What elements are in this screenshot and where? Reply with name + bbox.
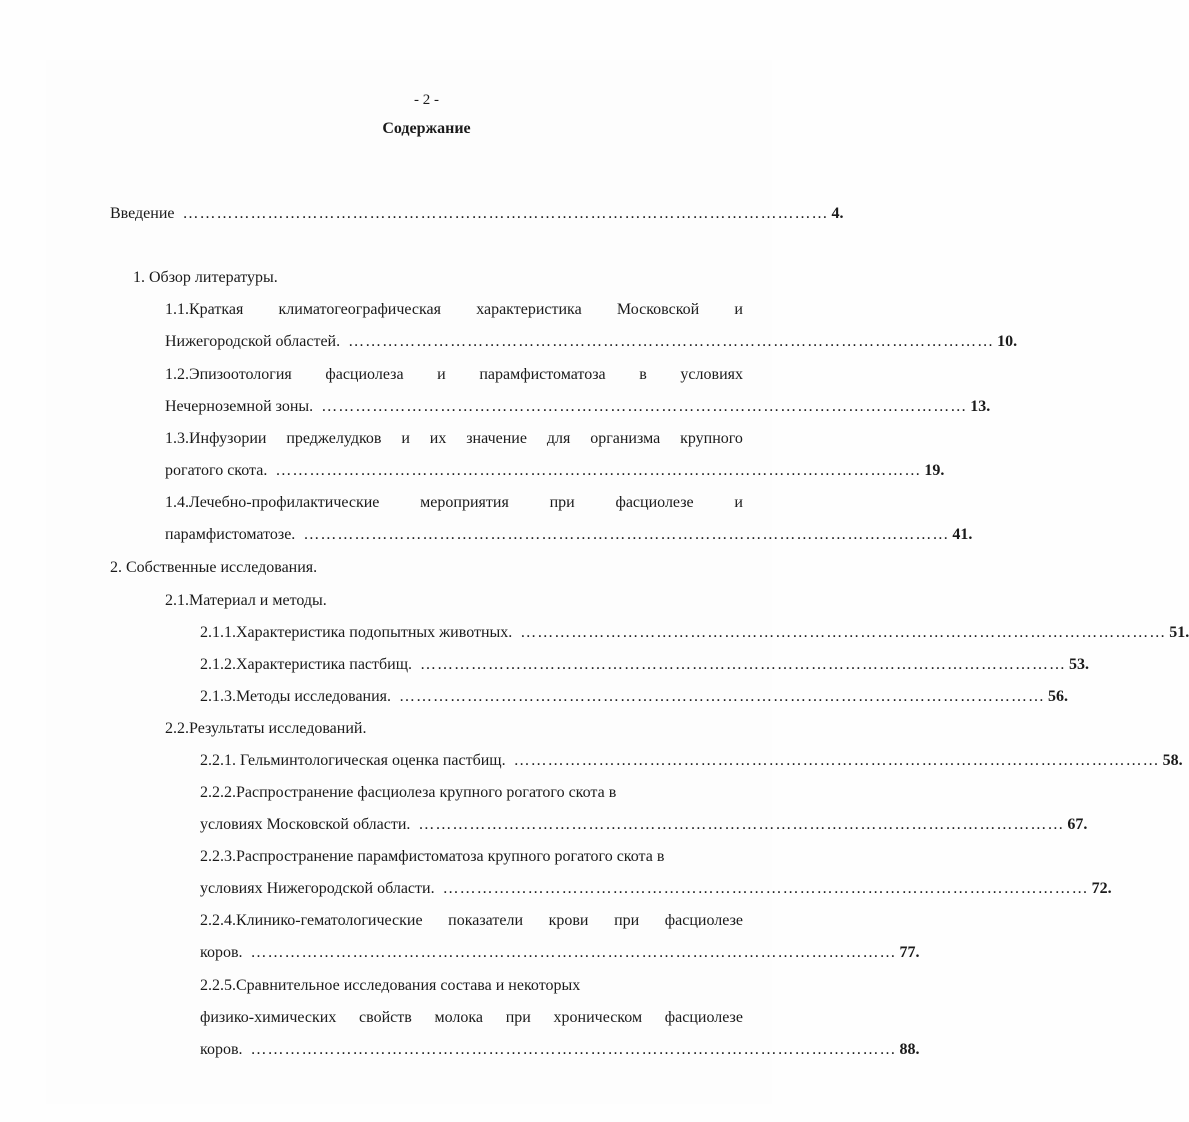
word: фасциолезе	[664, 1009, 743, 1026]
toc-page-number: 13.	[970, 398, 991, 415]
toc-entry-text: коров.	[200, 944, 243, 961]
word: свойств	[359, 1009, 412, 1026]
word: хроническом	[553, 1009, 643, 1026]
word: и	[437, 366, 446, 383]
word: 1.3.Инфузории	[165, 430, 267, 447]
toc-leader-dots: ……………………………………………………………………………………………………	[399, 688, 1046, 705]
toc-leader-dots: ……………………………………………………………………………………………………	[303, 526, 950, 543]
toc-entry-2-2-3-line1[interactable]: 2.2.3.Распространение парамфистоматоза крупного рогатого скота в	[200, 848, 665, 865]
toc-entry-1-4-line2[interactable]	[165, 524, 973, 546]
toc-leader-dots: ……………………………………………………………………………………………………	[348, 333, 995, 350]
toc-entry-2-2-4-line1[interactable]	[200, 910, 743, 932]
page-title: Содержание	[382, 120, 471, 137]
word: характеристика	[476, 301, 582, 318]
toc-entry-1-1-line2[interactable]	[165, 331, 1018, 353]
toc-page-number: 10.	[997, 333, 1018, 350]
toc-entry-2-2-2-line2[interactable]	[200, 814, 1088, 836]
word: 1.4.Лечебно-профилактические	[165, 494, 380, 511]
word: показатели	[448, 912, 523, 929]
toc-page-number: 51.	[1169, 624, 1189, 641]
toc-entry-2-2-4-line2[interactable]	[200, 942, 920, 964]
toc-entry-intro[interactable]	[110, 203, 844, 225]
toc-page-number: 77.	[899, 944, 920, 961]
word: для	[546, 430, 571, 447]
toc-page-number: 56.	[1048, 688, 1069, 705]
word: парамфистоматоза	[479, 366, 606, 383]
word: в	[639, 366, 647, 383]
word: их	[429, 430, 447, 447]
toc-entry-2-1-3[interactable]	[200, 686, 1069, 708]
toc-leader-dots: ……………………………………………………………………………………………………	[250, 944, 897, 961]
word: фасциолеза	[325, 366, 404, 383]
word: крупного	[680, 430, 743, 447]
word: преджелудков	[286, 430, 382, 447]
toc-entry-1-3-line1[interactable]	[165, 428, 743, 450]
toc-entry-text: 2.1.1.Характеристика подопытных животных.	[200, 624, 513, 641]
toc-entry-2-2-1[interactable]	[200, 750, 1183, 772]
toc-entry-text: 2.1.2.Характеристика пастбищ.	[200, 656, 413, 673]
toc-entry-text: условиях Московской области.	[200, 816, 411, 833]
word: организма	[590, 430, 661, 447]
toc-subsection-2-2-title[interactable]: 2.2.Результаты исследований.	[165, 720, 367, 737]
word: и	[734, 494, 743, 511]
word: 1.1.Краткая	[165, 301, 244, 318]
toc-page-number: 41.	[952, 526, 973, 543]
word: 2.2.4.Клинико-гематологические	[200, 912, 423, 929]
word: и	[734, 301, 743, 318]
toc-page-number: 58.	[1162, 752, 1183, 769]
toc-entry-2-1-2[interactable]	[200, 654, 1090, 676]
toc-page-number: 88.	[899, 1041, 920, 1058]
toc-entry-2-2-5-line3[interactable]	[200, 1039, 920, 1061]
toc-entry-1-1-line1[interactable]	[165, 299, 743, 321]
toc-entry-text: коров.	[200, 1041, 243, 1058]
toc-entry-2-2-2-line1[interactable]: 2.2.2.Распространение фасциолеза крупного рогатого скота в	[200, 784, 617, 801]
toc-entry-text: рогатого скота.	[165, 462, 268, 479]
toc-subsection-2-1-title[interactable]: 2.1.Материал и методы.	[165, 592, 327, 609]
toc-leader-dots: ……………………………………………………………………………………………………	[182, 205, 829, 222]
toc-leader-dots: ……………………………………………………………………………………………………	[250, 1041, 897, 1058]
word: 1.2.Эпизоотология	[165, 366, 292, 383]
word: физико-химических	[200, 1009, 337, 1026]
toc-section-1-title[interactable]: 1. Обзор литературы.	[133, 269, 278, 286]
toc-entry-text: условиях Нижегородской области.	[200, 880, 435, 897]
word: значение	[466, 430, 527, 447]
toc-leader-dots: ……………………………………………………………………………………………………	[321, 398, 968, 415]
word: условиях	[680, 366, 743, 383]
toc-page-number: 53.	[1069, 656, 1090, 673]
word: климатогеографическая	[278, 301, 442, 318]
toc-entry-text: Нечерноземной зоны.	[165, 398, 314, 415]
toc-entry-text: Нижегородской областей.	[165, 333, 341, 350]
word: при	[614, 912, 640, 929]
toc-entry-text: 2.1.3.Методы исследования.	[200, 688, 392, 705]
toc-entry-text: Введение	[110, 205, 175, 222]
toc-entry-1-2-line2[interactable]	[165, 396, 991, 418]
toc-entry-text: парамфистоматозе.	[165, 526, 296, 543]
word: молока	[434, 1009, 484, 1026]
toc-entry-text: 2.2.1. Гельминтологическая оценка пастбищ.	[200, 752, 506, 769]
word: мероприятия	[420, 494, 509, 511]
toc-page-number: 67.	[1067, 816, 1088, 833]
toc-entry-1-2-line1[interactable]	[165, 364, 743, 386]
toc-section-2-title[interactable]: 2. Собственные исследования.	[110, 559, 318, 576]
toc-leader-dots: ……………………………………………………………………………………………………	[520, 624, 1167, 641]
toc-entry-1-3-line2[interactable]	[165, 460, 945, 482]
toc-entry-2-2-5-line2[interactable]	[200, 1007, 743, 1029]
toc-leader-dots: ……………………………………………………………………………………………………	[418, 816, 1065, 833]
toc-page-number: 4.	[831, 205, 844, 222]
page-number: - 2 -	[414, 92, 439, 108]
word: фасциолезе	[615, 494, 694, 511]
toc-leader-dots: ……………………………………………………………………………………………………	[513, 752, 1160, 769]
word: крови	[548, 912, 589, 929]
word: Московской	[616, 301, 700, 318]
word: и	[401, 430, 410, 447]
word: при	[505, 1009, 531, 1026]
toc-entry-2-2-5-line1[interactable]: 2.2.5.Сравнительное исследования состава и некоторых	[200, 977, 581, 994]
toc-page-number: 72.	[1091, 880, 1112, 897]
toc-entry-2-1-1[interactable]	[200, 622, 1189, 644]
toc-leader-dots: ……………………………………………………………………………………………………	[442, 880, 1089, 897]
toc-page-number: 19.	[924, 462, 945, 479]
toc-leader-dots: ……………………………………………………………………………………………………	[420, 656, 1067, 673]
toc-entry-2-2-3-line2[interactable]	[200, 878, 1112, 900]
toc-entry-1-4-line1[interactable]	[165, 492, 743, 514]
word: при	[549, 494, 575, 511]
toc-leader-dots: ……………………………………………………………………………………………………	[275, 462, 922, 479]
word: фасциолезе	[664, 912, 743, 929]
